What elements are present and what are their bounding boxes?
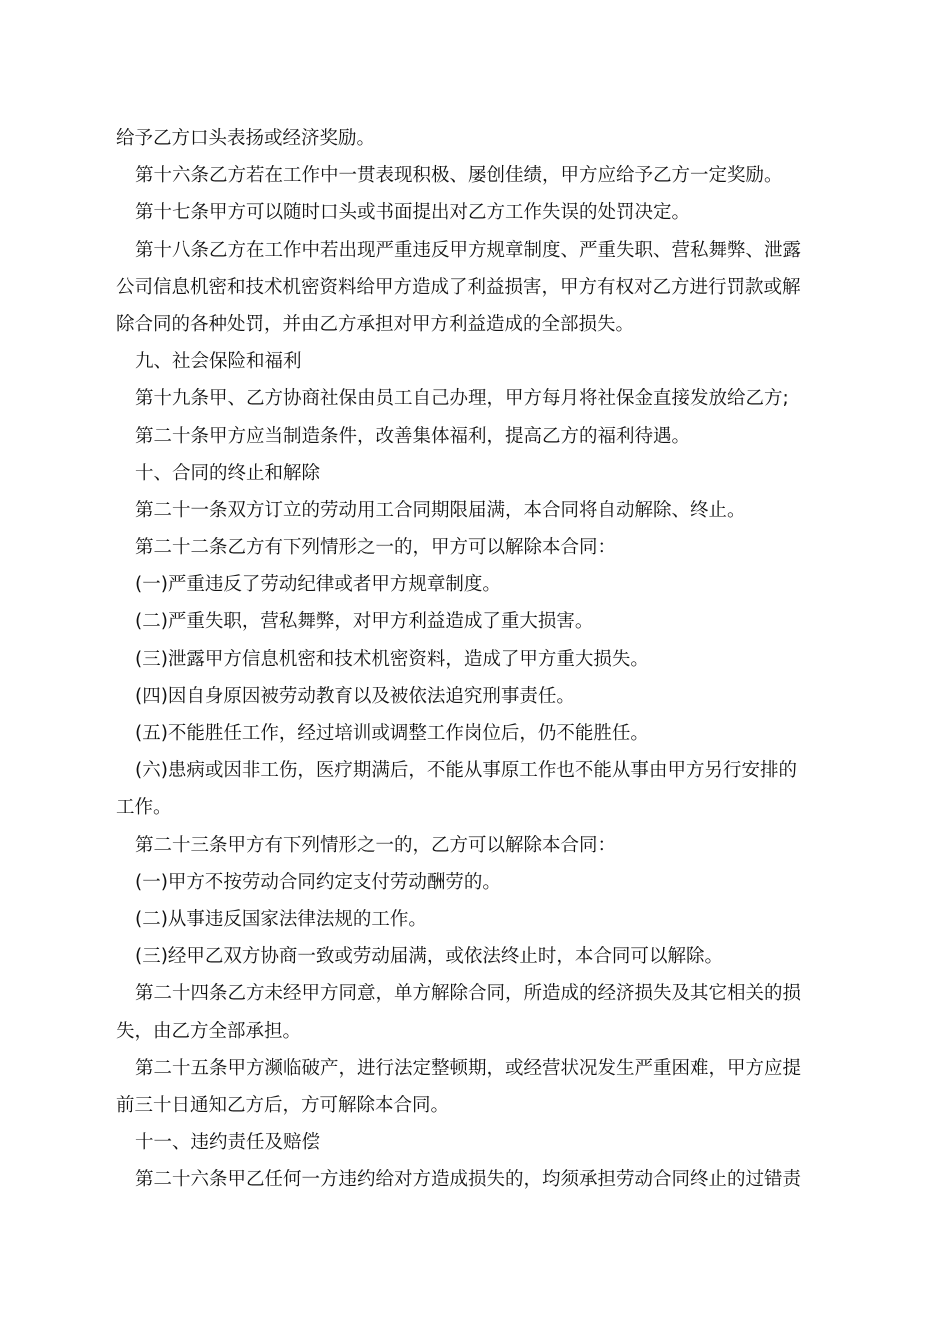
article-25: 第二十五条甲方濒临破产，进行法定整顿期，或经营状况发生严重困难，甲方应提 [135,1057,802,1079]
list-item: (二)从事违反国家法律法规的工作。 [135,908,427,930]
list-item: (三)泄露甲方信息机密和技术机密资料，造成了甲方重大损失。 [135,648,649,670]
list-item: (三)经甲乙双方协商一致或劳动届满，或依法终止时，本合同可以解除。 [135,946,723,968]
list-item: (二)严重失职，营私舞弊，对甲方利益造成了重大损害。 [135,611,594,633]
article-19: 第十九条甲、乙方协商社保由员工自己办理，甲方每月将社保金直接发放给乙方; [135,388,789,410]
section-heading-9: 九、社会保险和福利 [135,351,302,373]
article-24: 第二十四条乙方未经甲方同意，单方解除合同，所造成的经济损失及其它相关的损 [135,983,802,1005]
article-21: 第二十一条双方订立的劳动用工合同期限届满，本合同将自动解除、终止。 [135,499,746,521]
text-line: 给予乙方口头表扬或经济奖励。 [116,128,376,149]
list-item: (四)因自身原因被劳动教育以及被依法追究刑事责任。 [135,685,575,707]
article-20: 第二十条甲方应当制造条件，改善集体福利，提高乙方的福利待遇。 [135,425,691,447]
article-17: 第十七条甲方可以随时口头或书面提出对乙方工作失误的处罚决定。 [135,202,691,224]
article-23: 第二十三条甲方有下列情形之一的，乙方可以解除本合同： [135,834,617,856]
article-22: 第二十二条乙方有下列情形之一的，甲方可以解除本合同： [135,537,617,559]
text-line: 工作。 [116,797,172,819]
document-body [116,120,840,1198]
text-line: 公司信息机密和技术机密资料给甲方造成了利益损害，甲方有权对乙方进行罚款或解 [116,276,801,298]
list-item: (六)患病或因非工伤，医疗期满后，不能从事原工作也不能从事由甲方另行安排的 [135,760,797,782]
section-heading-10: 十、合同的终止和解除 [135,462,321,484]
list-item: (五)不能胜任工作，经过培训或调整工作岗位后，仍不能胜任。 [135,723,649,744]
article-26: 第二十六条甲乙任何一方违约给对方造成损失的，均须承担劳动合同终止的过错责 [135,1169,802,1191]
text-line: 前三十日通知乙方后，方可解除本合同。 [116,1094,450,1116]
list-item: (一)严重违反了劳动纪律或者甲方规章制度。 [135,574,501,596]
text-line: 失，由乙方全部承担。 [116,1020,302,1042]
text-line: 除合同的各种处罚，并由乙方承担对甲方利益造成的全部损失。 [116,313,635,335]
list-item: (一)甲方不按劳动合同约定支付劳动酬劳的。 [135,871,501,893]
article-18: 第十八条乙方在工作中若出现严重违反甲方规章制度、严重失职、营私舞弊、泄露 [135,239,802,261]
section-heading-11: 十一、违约责任及赔偿 [135,1132,321,1154]
article-16: 第十六条乙方若在工作中一贯表现积极、屡创佳绩，甲方应给予乙方一定奖励。 [135,165,783,187]
